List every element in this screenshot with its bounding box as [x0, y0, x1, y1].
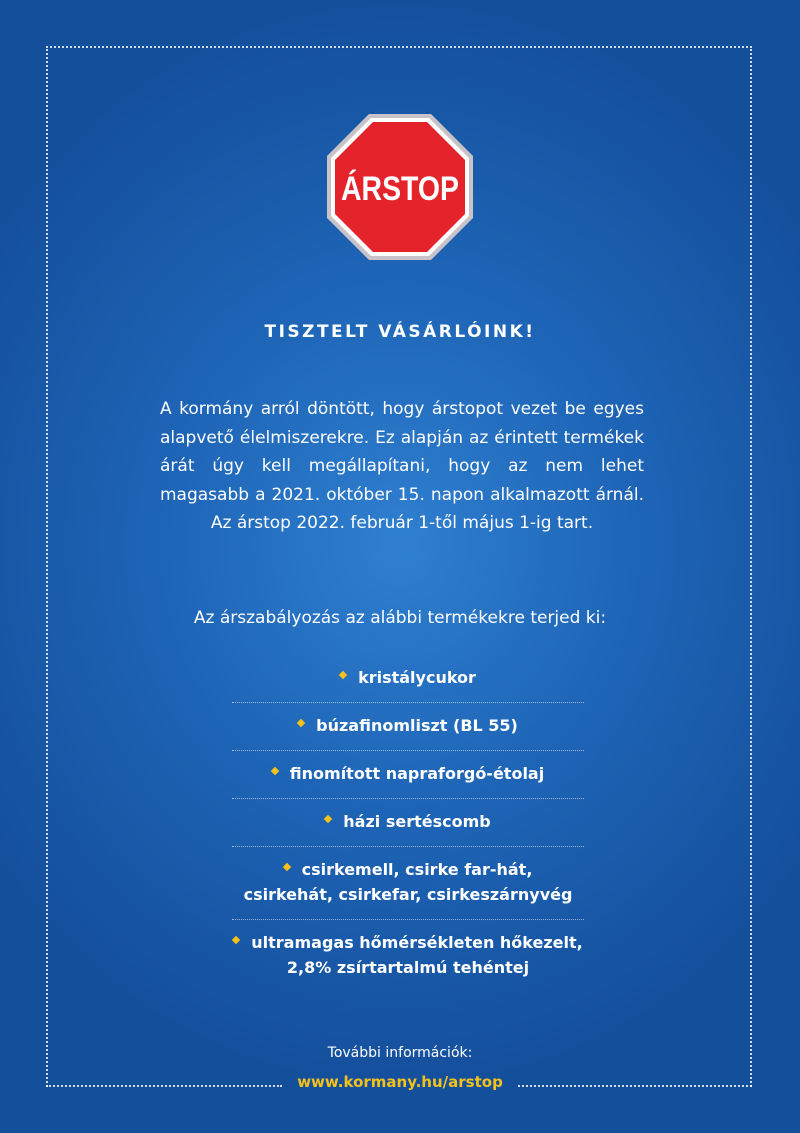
diamond-bullet-icon — [339, 671, 347, 679]
product-label: búzafinomliszt (BL 55) — [316, 716, 518, 735]
stop-sign-text: ÁRSTOP — [341, 170, 459, 208]
product-item — [232, 799, 584, 847]
products-lead-text: Az árszabályozás az alábbi termékekre terjed ki: — [193, 608, 607, 628]
product-item — [232, 655, 584, 703]
product-item — [232, 751, 584, 799]
product-label: kristálycukor — [358, 668, 476, 687]
product-item — [232, 847, 584, 920]
arstop-logo — [325, 112, 475, 262]
diamond-bullet-icon — [282, 863, 290, 871]
product-label-line2: 2,8% zsírtartalmú tehéntej — [286, 958, 530, 977]
product-list — [232, 655, 584, 992]
diamond-bullet-icon — [324, 815, 332, 823]
diamond-bullet-icon — [271, 767, 279, 775]
kormany-link[interactable]: www.kormany.hu/arstop — [297, 1073, 503, 1091]
intro-paragraph: A kormány arról döntött, hogy árstopot vezet be egyes alapvető élelmiszerekre. Ez alapján az érintett termékek árát úgy kell megállapítani, hogy az nem lehet magasabb a 2021. október 15. napon alkalmazott árnál. Az árstop 2022. február 1-től május 1-ig tart. — [160, 399, 644, 533]
product-label: ultramagas hőmérsékleten hőkezelt, — [251, 933, 583, 952]
product-label-line2: csirkehát, csirkefar, csirkeszárnyvég — [243, 885, 573, 904]
diamond-bullet-icon — [232, 936, 240, 944]
product-label: csirkemell, csirke far-hát, — [301, 860, 533, 879]
product-item — [232, 920, 584, 992]
page-heading: TISZTELT VÁSÁRLÓINK! — [264, 322, 536, 342]
product-item — [232, 703, 584, 751]
product-label: házi sertéscomb — [343, 812, 491, 831]
diamond-bullet-icon — [297, 719, 305, 727]
product-label: finomított napraforgó-étolaj — [289, 764, 545, 783]
more-info-label: További információk: — [327, 1045, 473, 1061]
